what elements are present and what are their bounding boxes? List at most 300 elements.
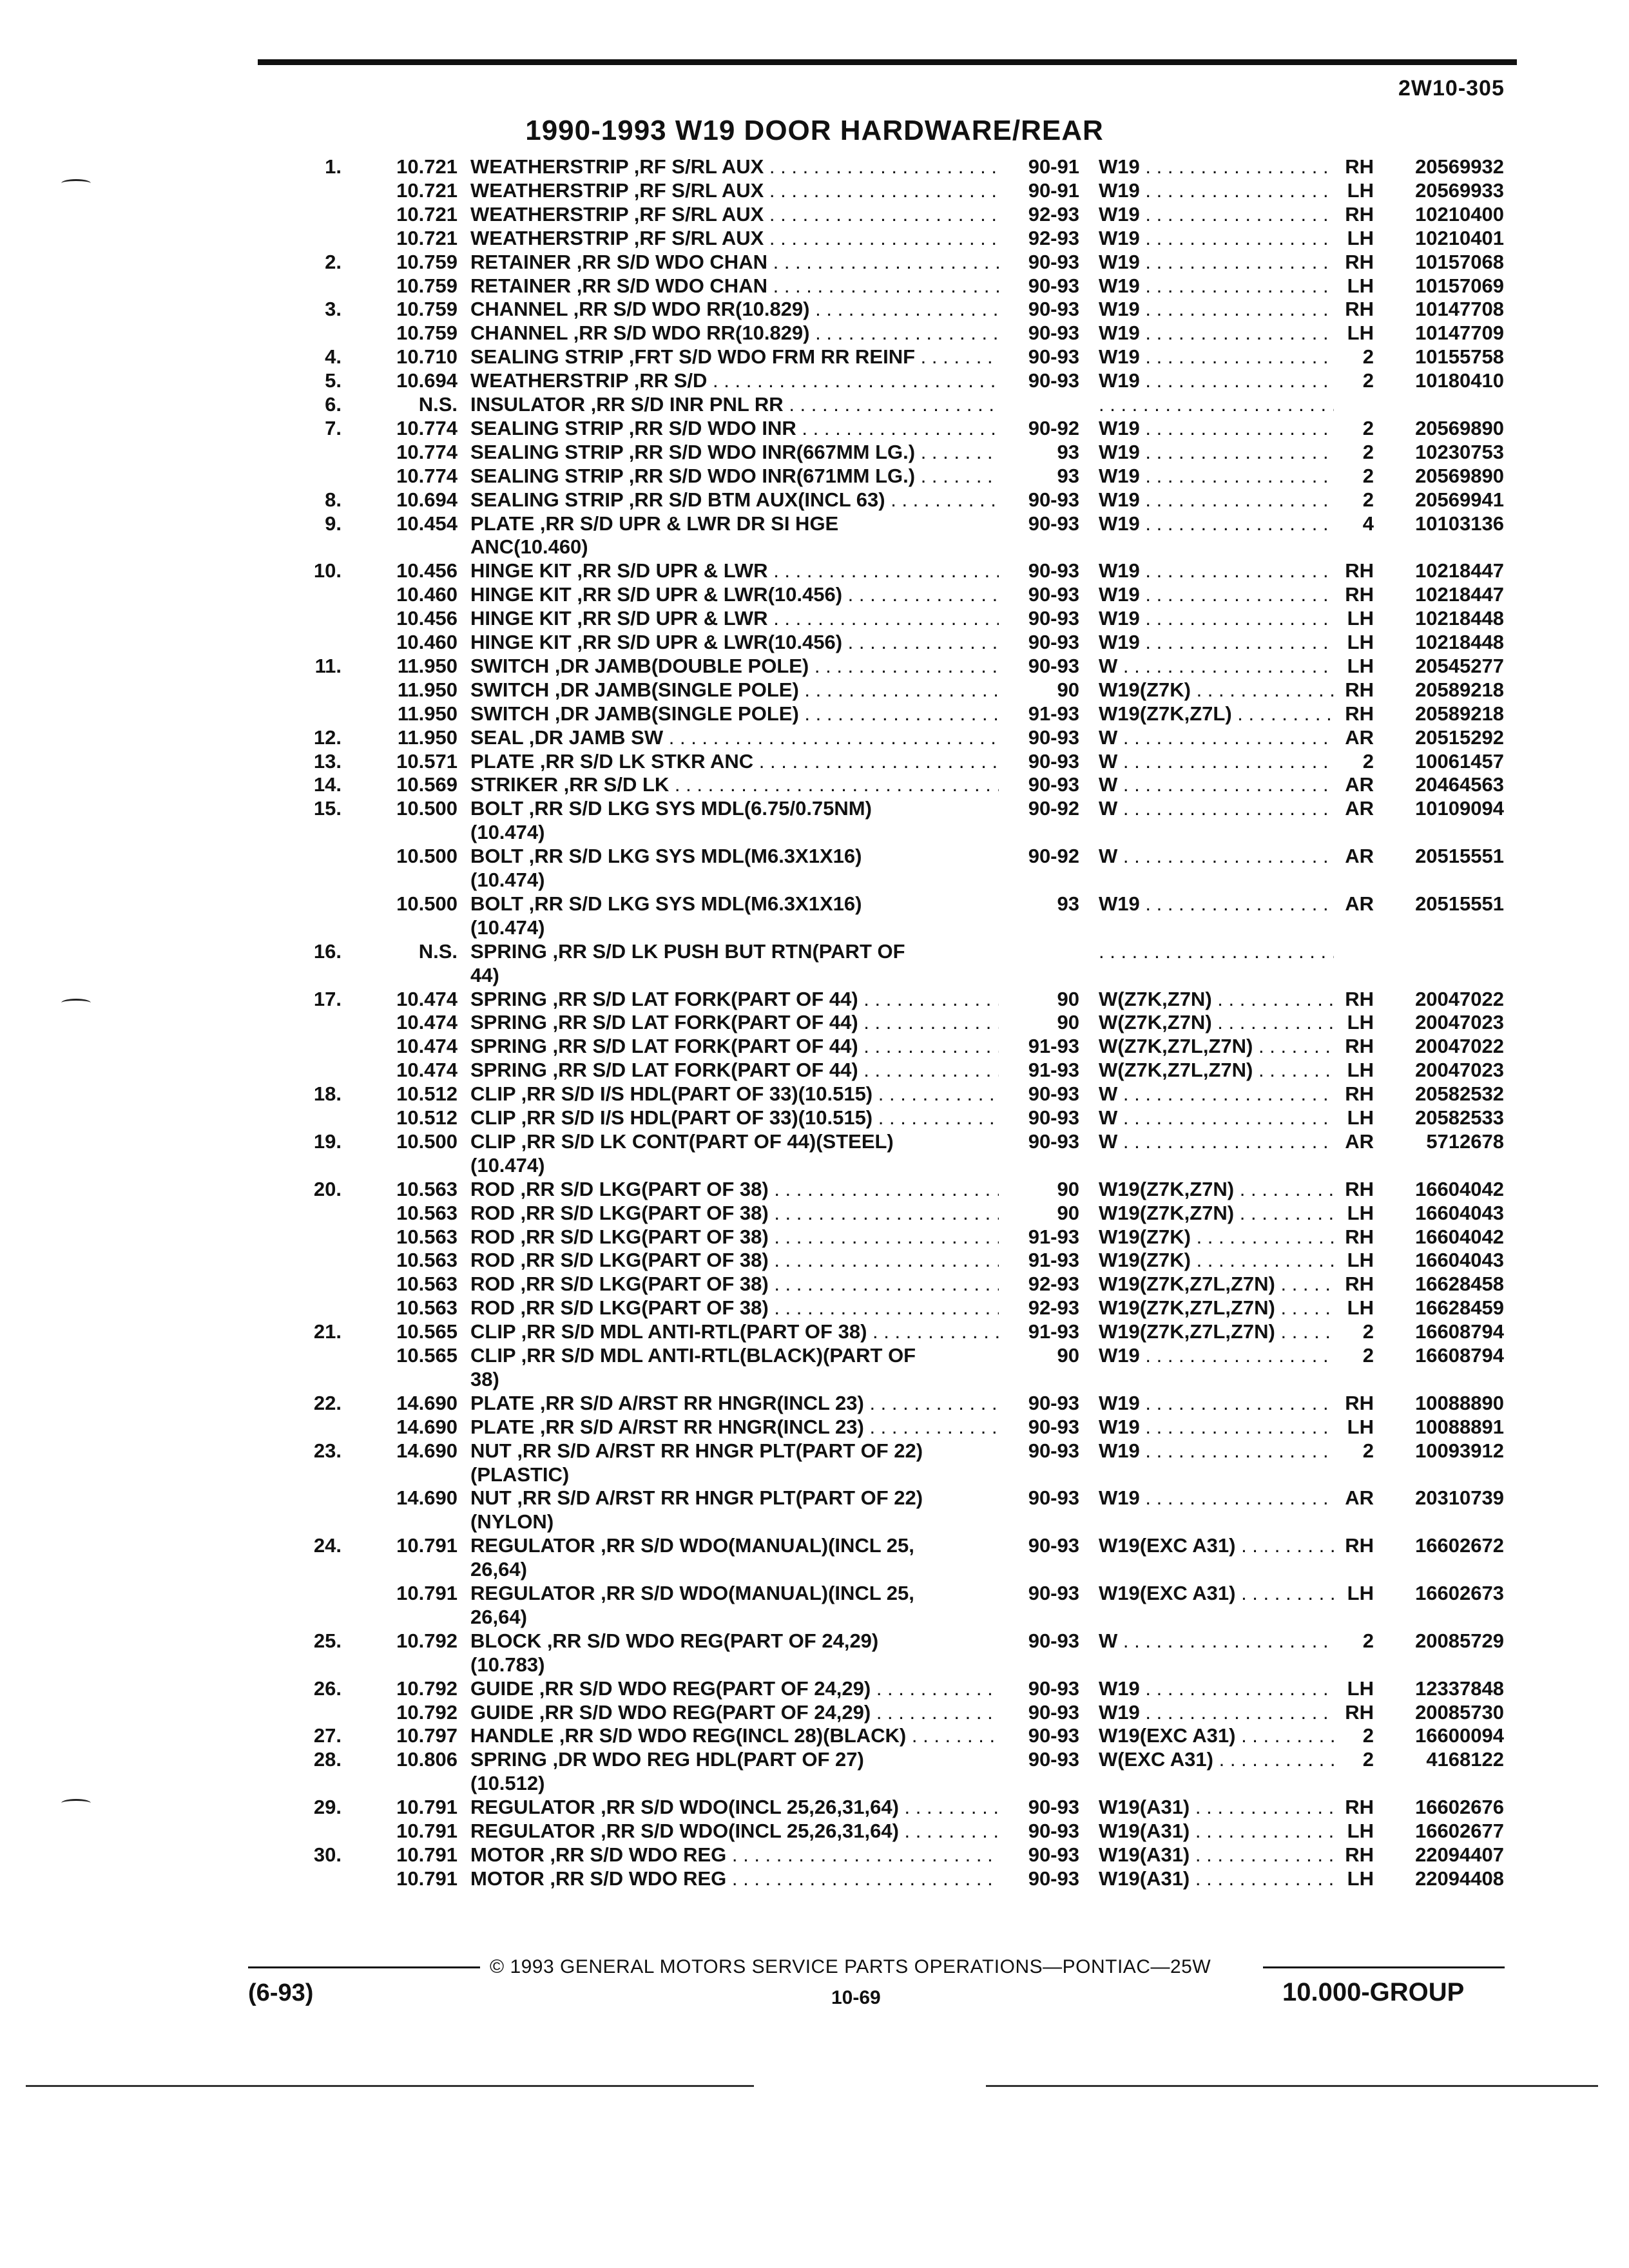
model-code: W19(EXC A31) . . . (1099, 1533, 1334, 1557)
part-number: 10147709 (1415, 322, 1504, 344)
model-code: W . . . (1099, 654, 1334, 678)
table-row (0, 202, 1629, 226)
model-years: 91-93 (1028, 1035, 1079, 1057)
part-number: 22094408 (1415, 1867, 1504, 1890)
part-description: RETAINER ,RR S/D WDO CHAN . . . (470, 274, 999, 298)
part-description: REGULATOR ,RR S/D WDO(MANUAL)(INCL 25, (470, 1534, 914, 1557)
group-number: 10.500 (396, 797, 458, 820)
table-row (0, 939, 1629, 963)
quantity-side: LH (1347, 1106, 1374, 1129)
group-number: 10.774 (396, 465, 458, 487)
model-code: W19 . . . (1099, 226, 1334, 250)
quantity-side: LH (1347, 1059, 1374, 1081)
group-number: 10.721 (396, 227, 458, 249)
table-row (0, 345, 1629, 369)
part-description: WEATHERSTRIP ,RF S/RL AUX . . . (470, 226, 999, 250)
part-description: ROD ,RR S/D LKG(PART OF 38) . . . (470, 1225, 999, 1249)
model-code: W19 . . . (1099, 512, 1334, 535)
part-number: 20569941 (1415, 488, 1504, 511)
model-code: W19(Z7K) . . . (1099, 1225, 1334, 1249)
part-description-continued: 38) (470, 1368, 499, 1390)
table-row (0, 1320, 1629, 1343)
table-row (0, 892, 1629, 916)
group-number: 10.454 (396, 512, 458, 535)
group-number: 10.791 (396, 1843, 458, 1866)
table-row (0, 1106, 1629, 1129)
table-row (0, 1724, 1629, 1747)
item-number (303, 702, 342, 726)
part-description-continued: (PLASTIC) (470, 1463, 570, 1486)
table-row-continuation (0, 1771, 1629, 1795)
group-number: 10.792 (396, 1629, 458, 1652)
model-code: W . . . (1099, 1082, 1334, 1106)
item-number (303, 1819, 342, 1843)
table-row (0, 773, 1629, 796)
group-number: 10.791 (396, 1820, 458, 1842)
table-row-continuation (0, 1653, 1629, 1677)
quantity-side: RH (1345, 155, 1374, 178)
model-years: 90-93 (1028, 607, 1079, 629)
quantity-side: 2 (1362, 345, 1374, 368)
table-row (0, 488, 1629, 512)
model-years: 92-93 (1028, 227, 1079, 249)
model-code: W19(EXC A31) . . . (1099, 1724, 1334, 1747)
model-years: 90-93 (1028, 488, 1079, 511)
table-row (0, 1129, 1629, 1153)
model-years: 90-92 (1028, 797, 1079, 820)
footer-rule-left (248, 1966, 480, 1968)
part-number (1378, 939, 1504, 963)
part-number: 16604043 (1415, 1202, 1504, 1224)
part-description: ROD ,RR S/D LKG(PART OF 38) . . . (470, 1177, 999, 1201)
model-years: 90-93 (1028, 1582, 1079, 1604)
model-years: 90-93 (1028, 1724, 1079, 1747)
quantity-side: RH (1345, 298, 1374, 320)
model-years: 90-93 (1028, 773, 1079, 796)
part-number: 10218447 (1415, 559, 1504, 582)
model-code: W . . . (1099, 726, 1334, 749)
item-number (303, 464, 342, 488)
table-row (0, 297, 1629, 321)
part-description: CLIP ,RR S/D LK CONT(PART OF 44)(STEEL) (470, 1130, 894, 1153)
table-row (0, 1010, 1629, 1034)
model-years: 90-93 (1028, 1629, 1079, 1652)
part-number: 20582533 (1415, 1106, 1504, 1129)
item-number (303, 1106, 342, 1129)
part-description: SEALING STRIP ,RR S/D WDO INR(667MM LG.) . . . (470, 440, 999, 464)
margin-mark (61, 999, 91, 1007)
table-row (0, 1677, 1629, 1700)
group-number: 14.690 (396, 1486, 458, 1509)
part-description: HINGE KIT ,RR S/D UPR & LWR . . . (470, 559, 999, 582)
part-description: SWITCH ,DR JAMB(SINGLE POLE) . . . (470, 678, 999, 702)
item-number: 15. (313, 797, 342, 820)
part-description: WEATHERSTRIP ,RF S/RL AUX . . . (470, 178, 999, 202)
part-number: 20569932 (1415, 155, 1504, 178)
part-number: 20569890 (1415, 465, 1504, 487)
footer-group: 10.000-GROUP (1282, 1978, 1465, 2006)
model-years: 93 (1057, 441, 1079, 463)
item-number (303, 321, 342, 345)
item-number: 5. (325, 369, 342, 392)
part-description: CHANNEL ,RR S/D WDO RR(10.829) . . . (470, 297, 999, 321)
part-description: SPRING ,RR S/D LAT FORK(PART OF 44) . . . (470, 987, 999, 1011)
part-description: ROD ,RR S/D LKG(PART OF 38) . . . (470, 1272, 999, 1296)
quantity-side: RH (1345, 203, 1374, 226)
part-description: SWITCH ,DR JAMB(SINGLE POLE) . . . (470, 702, 999, 726)
quantity-side: LH (1347, 1296, 1374, 1319)
part-description: NUT ,RR S/D A/RST RR HNGR PLT(PART OF 22) (470, 1439, 923, 1462)
item-number: 6. (325, 393, 342, 416)
part-number: 10109094 (1415, 797, 1504, 820)
quantity-side: AR (1345, 797, 1374, 820)
quantity-side: RH (1345, 1392, 1374, 1414)
group-number: 10.474 (396, 1011, 458, 1033)
model-code: W19 . . . (1099, 274, 1334, 298)
table-row (0, 440, 1629, 464)
table-row (0, 559, 1629, 582)
item-number (303, 1225, 342, 1249)
group-number: 10.721 (396, 155, 458, 178)
quantity-side (1334, 392, 1374, 416)
quantity-side: 2 (1362, 369, 1374, 392)
group-number: 10.563 (396, 1225, 458, 1248)
table-row (0, 369, 1629, 392)
model-years: 90-92 (1028, 845, 1079, 867)
item-number (303, 630, 342, 654)
table-row (0, 1296, 1629, 1320)
quantity-side: 2 (1362, 1320, 1374, 1343)
page-title: 1990-1993 W19 DOOR HARDWARE/REAR (525, 115, 1104, 146)
part-description-continued: (10.474) (470, 1154, 545, 1177)
part-description: SPRING ,RR S/D LK PUSH BUT RTN(PART OF (470, 940, 905, 963)
table-row-continuation (0, 963, 1629, 987)
table-row (0, 1343, 1629, 1367)
model-years: 90-93 (1028, 1748, 1079, 1771)
part-description: SPRING ,RR S/D LAT FORK(PART OF 44) . . . (470, 1034, 999, 1058)
table-row (0, 512, 1629, 535)
part-description: SEALING STRIP ,RR S/D WDO INR . . . (470, 416, 999, 440)
model-years: 90-93 (1028, 1439, 1079, 1462)
group-number: 11.950 (397, 655, 458, 677)
quantity-side: RH (1345, 1178, 1374, 1200)
model-years: 90-93 (1028, 251, 1079, 273)
model-code: W19 . . . (1099, 582, 1334, 606)
part-number: 16600094 (1415, 1724, 1504, 1747)
part-number: 20085729 (1415, 1629, 1504, 1652)
table-row (0, 678, 1629, 702)
group-number: 10.512 (396, 1106, 458, 1129)
group-number: 10.569 (396, 773, 458, 796)
model-years: 90-93 (1028, 1867, 1079, 1890)
part-description: MOTOR ,RR S/D WDO REG . . . (470, 1867, 999, 1890)
quantity-side: LH (1347, 1416, 1374, 1438)
part-description: SWITCH ,DR JAMB(DOUBLE POLE) . . . (470, 654, 999, 678)
part-number: 5712678 (1426, 1130, 1504, 1153)
part-number: 10218447 (1415, 583, 1504, 606)
dot-leader (1099, 392, 1334, 416)
group-number: 10.721 (396, 179, 458, 202)
part-description-continued: 44) (470, 964, 499, 986)
model-years: 91-93 (1028, 1320, 1079, 1343)
table-row (0, 226, 1629, 250)
quantity-side: 2 (1362, 1724, 1374, 1747)
model-code: W19 . . . (1099, 321, 1334, 345)
model-code: W19(A31) . . . (1099, 1867, 1334, 1890)
part-description: HANDLE ,RR S/D WDO REG(INCL 28)(BLACK) . . . (470, 1724, 999, 1747)
model-years: 90-93 (1028, 726, 1079, 749)
table-row (0, 1439, 1629, 1463)
model-years: 90-93 (1028, 322, 1079, 344)
item-number: 1. (325, 155, 342, 178)
group-number: 10.563 (396, 1202, 458, 1224)
group-number: 10.563 (396, 1273, 458, 1295)
part-description: CLIP ,RR S/D MDL ANTI-RTL(BLACK)(PART OF (470, 1344, 916, 1367)
part-number: 20310739 (1415, 1486, 1504, 1509)
item-number: 23. (313, 1439, 342, 1462)
model-code: W19 . . . (1099, 1486, 1334, 1510)
model-code: W19 . . . (1099, 606, 1334, 630)
table-row-continuation (0, 1463, 1629, 1486)
part-description: PLATE ,RR S/D A/RST RR HNGR(INCL 23) . . . (470, 1415, 999, 1439)
part-description-continued: (10.474) (470, 869, 545, 891)
part-number: 16604043 (1415, 1249, 1504, 1271)
item-number (303, 1058, 342, 1082)
group-number: 10.500 (396, 1130, 458, 1153)
item-number: 29. (313, 1796, 342, 1818)
table-row (0, 1391, 1629, 1415)
table-row (0, 1629, 1629, 1653)
item-number: 24. (313, 1534, 342, 1557)
model-code: W19(Z7K) . . . (1099, 678, 1334, 702)
table-row-continuation (0, 1557, 1629, 1581)
item-number (303, 1581, 342, 1605)
model-code: W19 . . . (1099, 559, 1334, 582)
model-code: W19 . . . (1099, 440, 1334, 464)
item-number (303, 1700, 342, 1724)
part-number: 4168122 (1426, 1748, 1504, 1771)
part-number: 20515551 (1415, 845, 1504, 867)
part-description: HINGE KIT ,RR S/D UPR & LWR(10.456) . . . (470, 630, 999, 654)
model-years: 90-93 (1028, 1082, 1079, 1105)
model-code: W19 . . . (1099, 202, 1334, 226)
part-number: 16608794 (1415, 1320, 1504, 1343)
part-description: REGULATOR ,RR S/D WDO(INCL 25,26,31,64) . . . (470, 1795, 999, 1819)
item-number: 7. (325, 417, 342, 439)
part-description-continued: (NYLON) (470, 1510, 554, 1533)
part-number: 20582532 (1415, 1082, 1504, 1105)
part-number: 10088891 (1415, 1416, 1504, 1438)
quantity-side: 4 (1362, 512, 1374, 535)
model-years: 90-93 (1028, 1130, 1079, 1153)
part-description: MOTOR ,RR S/D WDO REG . . . (470, 1843, 999, 1867)
model-code: W . . . (1099, 1129, 1334, 1153)
item-number (303, 1867, 342, 1890)
part-description: WEATHERSTRIP ,RR S/D . . . (470, 369, 999, 392)
item-number: 27. (313, 1724, 342, 1747)
group-number: 14.690 (396, 1392, 458, 1414)
table-row (0, 155, 1629, 178)
table-row (0, 1533, 1629, 1557)
model-years: 90-93 (1028, 1534, 1079, 1557)
group-number: 10.797 (396, 1724, 458, 1747)
footer-page-number: 10-69 (831, 1987, 881, 2008)
model-code: W19(Z7K,Z7L,Z7N) . . . (1099, 1272, 1334, 1296)
group-number: 11.950 (397, 702, 458, 725)
part-description: NUT ,RR S/D A/RST RR HNGR PLT(PART OF 22) (470, 1486, 923, 1509)
quantity-side: AR (1345, 773, 1374, 796)
model-years: 90-93 (1028, 1843, 1079, 1866)
margin-mark (61, 1799, 91, 1807)
model-years: 93 (1057, 892, 1079, 915)
model-code: W19 . . . (1099, 345, 1334, 369)
part-number: 20545277 (1415, 655, 1504, 677)
part-description: BLOCK ,RR S/D WDO REG(PART OF 24,29) (470, 1629, 879, 1652)
part-description: PLATE ,RR S/D UPR & LWR DR SI HGE (470, 512, 839, 535)
part-description-continued: 26,64) (470, 1606, 527, 1628)
table-row (0, 1486, 1629, 1510)
group-number: 10.792 (396, 1677, 458, 1700)
part-description: BOLT ,RR S/D LKG SYS MDL(M6.3X1X16) (470, 845, 862, 867)
group-number: 10.571 (396, 750, 458, 773)
quantity-side: 2 (1362, 1439, 1374, 1462)
model-code: W19 . . . (1099, 1391, 1334, 1415)
group-number: 10.512 (396, 1082, 458, 1105)
part-number: 16608794 (1415, 1344, 1504, 1367)
part-number: 10157068 (1415, 251, 1504, 273)
table-row (0, 1058, 1629, 1082)
table-row-continuation (0, 820, 1629, 844)
table-row (0, 1201, 1629, 1225)
group-number: 11.950 (397, 678, 458, 701)
part-number: 10218448 (1415, 607, 1504, 629)
table-row (0, 987, 1629, 1011)
model-code: W19(Z7K) . . . (1099, 1248, 1334, 1272)
part-number: 20047023 (1415, 1011, 1504, 1033)
model-code: W19 . . . (1099, 155, 1334, 178)
item-number: 28. (313, 1748, 342, 1771)
item-number: 16. (313, 940, 342, 963)
model-years (1002, 392, 1079, 416)
group-number: 10.456 (396, 607, 458, 629)
quantity-side: 2 (1362, 750, 1374, 773)
quantity-side: RH (1345, 559, 1374, 582)
model-code: W(Z7K,Z7L,Z7N) . . . (1099, 1034, 1334, 1058)
quantity-side: LH (1347, 322, 1374, 344)
table-row (0, 1843, 1629, 1867)
item-number (303, 1343, 342, 1367)
group-number: 10.791 (396, 1867, 458, 1890)
quantity-side: RH (1345, 678, 1374, 701)
model-code: W19(A31) . . . (1099, 1843, 1334, 1867)
group-number: 10.791 (396, 1796, 458, 1818)
model-code: W(Z7K,Z7L,Z7N) . . . (1099, 1058, 1334, 1082)
part-number: 10061457 (1415, 750, 1504, 773)
quantity-side: LH (1347, 1202, 1374, 1224)
item-number: 14. (313, 773, 342, 796)
model-years: 91-93 (1028, 1225, 1079, 1248)
item-number (303, 202, 342, 226)
item-number: 19. (313, 1130, 342, 1153)
part-description: BOLT ,RR S/D LKG SYS MDL(M6.3X1X16) (470, 892, 862, 915)
quantity-side: LH (1347, 1011, 1374, 1033)
group-number: N.S. (418, 393, 458, 416)
quantity-side: 2 (1362, 488, 1374, 511)
group-number: 10.500 (396, 892, 458, 915)
quantity-side: RH (1345, 1534, 1374, 1557)
model-years: 90-93 (1028, 1677, 1079, 1700)
part-number: 10210400 (1415, 203, 1504, 226)
table-row (0, 702, 1629, 726)
quantity-side: LH (1347, 655, 1374, 677)
quantity-side: AR (1345, 726, 1374, 749)
table-row (0, 796, 1629, 820)
group-number: 10.792 (396, 1701, 458, 1724)
quantity-side: AR (1345, 1486, 1374, 1509)
group-number: 10.791 (396, 1582, 458, 1604)
model-years: 90-93 (1028, 631, 1079, 653)
model-years: 90 (1057, 678, 1079, 701)
group-number: 10.774 (396, 441, 458, 463)
table-row (0, 1225, 1629, 1249)
part-description: PLATE ,RR S/D LK STKR ANC . . . (470, 749, 999, 773)
group-number: N.S. (418, 940, 458, 963)
footer-revision: (6-93) (248, 1979, 314, 2006)
group-number: 10.759 (396, 322, 458, 344)
part-description: SPRING ,DR WDO REG HDL(PART OF 27) (470, 1748, 864, 1771)
model-code: W19 . . . (1099, 1343, 1334, 1367)
part-description-continued: ANC(10.460) (470, 535, 588, 558)
model-code: W19 . . . (1099, 250, 1334, 274)
part-description-continued: 26,64) (470, 1558, 527, 1581)
part-number: 16602672 (1415, 1534, 1504, 1557)
model-code: W . . . (1099, 749, 1334, 773)
model-code: W(Z7K,Z7N) . . . (1099, 1010, 1334, 1034)
quantity-side: LH (1347, 274, 1374, 297)
table-row (0, 1082, 1629, 1106)
part-number: 10157069 (1415, 274, 1504, 297)
part-description: SEAL ,DR JAMB SW . . . (470, 726, 999, 749)
table-row (0, 1700, 1629, 1724)
part-number: 10147708 (1415, 298, 1504, 320)
group-number: 10.563 (396, 1249, 458, 1271)
group-number: 10.500 (396, 845, 458, 867)
quantity-side: LH (1347, 1820, 1374, 1842)
model-code: W19(Z7K,Z7L,Z7N) . . . (1099, 1296, 1334, 1320)
model-years: 92-93 (1028, 1273, 1079, 1295)
item-number (303, 1034, 342, 1058)
table-row (0, 606, 1629, 630)
model-years: 90-93 (1028, 1106, 1079, 1129)
part-number: 20589218 (1415, 702, 1504, 725)
model-years: 92-93 (1028, 203, 1079, 226)
footer-rule-right (1263, 1966, 1505, 1968)
quantity-side: LH (1347, 179, 1374, 202)
quantity-side: 2 (1362, 1344, 1374, 1367)
quantity-side: RH (1345, 1273, 1374, 1295)
model-code: W19(Z7K,Z7N) . . . (1099, 1201, 1334, 1225)
model-years: 90-93 (1028, 1820, 1079, 1842)
model-years: 90-93 (1028, 298, 1079, 320)
group-number: 10.774 (396, 417, 458, 439)
model-years: 90 (1057, 1011, 1079, 1033)
part-description: PLATE ,RR S/D A/RST RR HNGR(INCL 23) . . . (470, 1391, 999, 1415)
part-description: REGULATOR ,RR S/D WDO(INCL 25,26,31,64) . . . (470, 1819, 999, 1843)
quantity-side: RH (1345, 1796, 1374, 1818)
group-number: 10.759 (396, 274, 458, 297)
item-number: 21. (313, 1320, 342, 1343)
group-number: 10.460 (396, 583, 458, 606)
